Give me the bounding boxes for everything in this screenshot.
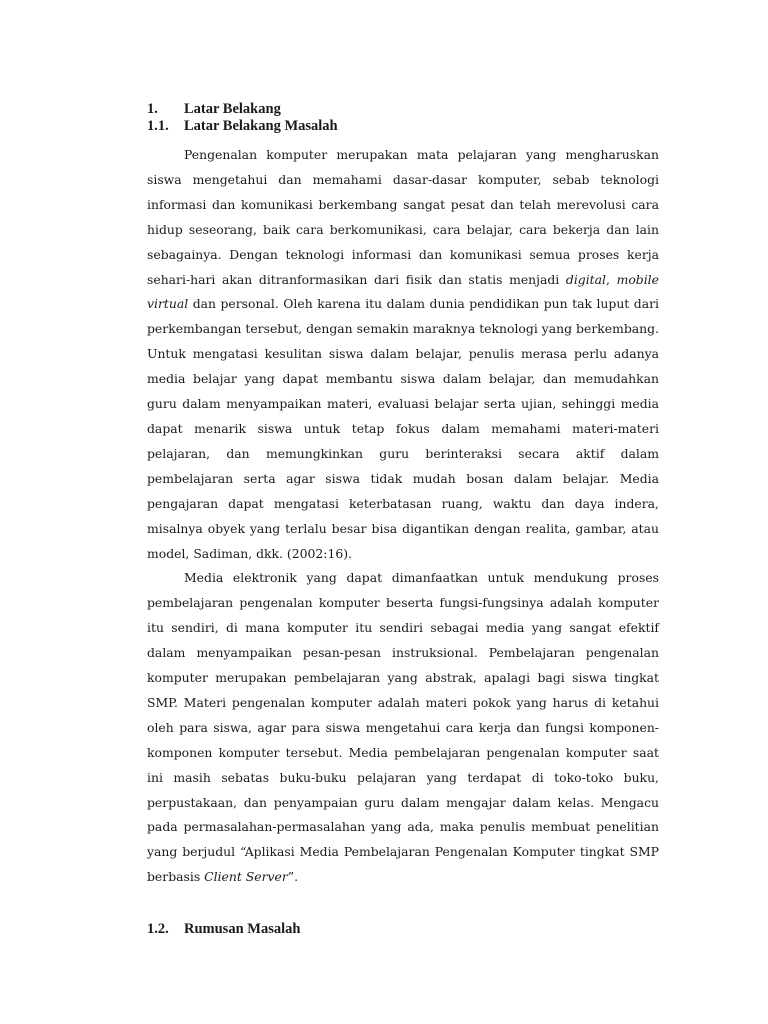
section-1-2-title: Rumusan Masalah — [184, 921, 301, 938]
section-1-1-title: Latar Belakang Masalah — [184, 118, 338, 134]
paragraph-2-text-a: Media elektronik yang dapat dimanfaatkan untuk mendukung proses pembelajaran pengenalan komputer beserta fungsi-fungsinya adalah komputer itu sendiri, di mana komputer itu sendiri sebagai media yang sangat efektif dalam menyampaikan pesan-pesan instruksional. Pembelajaran pengenalan komputer merupakan pembelajaran yang abstrak, apalagi bagi siswa tingkat SMP. Materi pengenalan komputer adalah materi pokok yang harus di ketahui oleh para siswa, agar para siswa mengetahui cara kerja dan fungsi komponen-komponen komputer tersebut. Media pembelajaran pengenalan komputer saat ini masih sebatas buku-buku pelajaran yang terdapat di toko-toko buku, perpustakaan, dan penyampaian guru dalam mengajar dalam kelas. Mengacu pada permasalahan-permasalahan yang ada, maka penulis membuat penelitian yang berjudul “Aplikasi Media Pembelajaran Pengenalan Komputer tingkat SMP berbasis — [147, 570, 659, 885]
section-1-1-number: 1.1. — [147, 118, 169, 134]
section-1-1-heading — [147, 118, 659, 135]
section-1-heading — [147, 101, 659, 118]
paragraph-1-separator: , — [606, 271, 617, 287]
paragraph-2-italic-client-server: Client Server — [204, 869, 288, 885]
paragraph-1-italic-digital: digital — [565, 271, 607, 287]
paragraph-1 — [147, 143, 659, 566]
paragraph-1-italic-mobile-virtual: mobile virtual — [147, 271, 659, 312]
section-1-2-heading — [147, 921, 659, 938]
section-1-number: 1. — [147, 101, 158, 117]
paragraph-1-text-b: dan personal. Oleh karena itu dalam dunia pendidikan pun tak luput dari perkembangan tersebut, dengan semakin maraknya teknologi yang berkembang. Untuk mengatasi kesulitan siswa dalam belajar, penulis merasa perlu adanya media belajar yang dapat membantu siswa dalam belajar, dan memudahkan guru dalam menyampaikan materi, evaluasi belajar serta ujian, sehinggi media dapat menarik siswa untuk tetap fokus dalam memahami materi-materi pelajaran, dan memungkinkan guru berinteraksi secara aktif dalam pembelajaran serta agar siswa tidak mudah bosan dalam belajar. Media pengajaran dapat mengatasi keterbatasan ruang, waktu dan daya indera, misalnya obyek yang terlalu besar bisa digantikan dengan realita, gambar, atau model, Sadiman, dkk. (2002:16). — [147, 296, 659, 561]
paragraph-2-text-b: ”. — [287, 869, 299, 885]
section-1-2-number: 1.2. — [147, 921, 169, 938]
section-1-title: Latar Belakang — [184, 101, 281, 117]
paragraph-2 — [147, 566, 659, 890]
paragraph-1-text-a: Pengenalan komputer merupakan mata pelajaran yang mengharuskan siswa mengetahui dan memahami dasar-dasar komputer, sebab teknologi informasi dan komunikasi berkembang sangat pesat dan telah merevolusi cara hidup seseorang, baik cara berkomunikasi, cara belajar, cara bekerja dan lain sebagainya. Dengan teknologi informasi dan komunikasi semua proses kerja sehari-hari akan ditranformasikan dari fisik dan statis menjadi — [147, 147, 659, 287]
document-page — [147, 101, 659, 938]
